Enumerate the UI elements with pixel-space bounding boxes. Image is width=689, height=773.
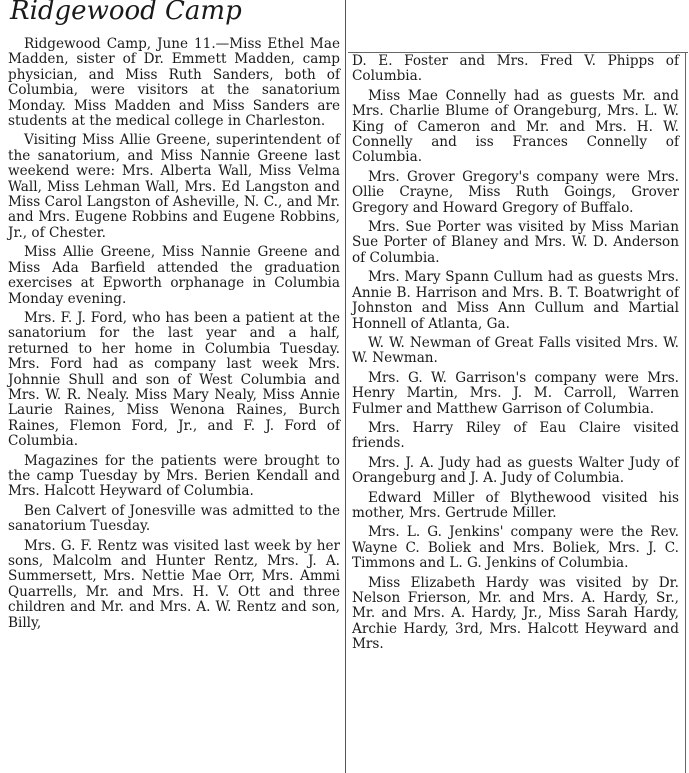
paragraph: Visiting Miss Allie Greene, superintendent of the sanatorium, and Miss Nannie Greene last weekend were: Mrs. Alberta Wall, Miss Velma Wall, Miss Lehman Wall, Mrs. Ed Langston and Miss Carol Langston of Asheville, N. C., and Mr. and Mrs. Eugene Robbins and Eugene Robbins, Jr., of Chester. — [8, 132, 340, 241]
paragraph: Mrs. F. J. Ford, who has been a patient at the sanatorium for the last year and a half, returned to her home in Columbia Tuesday. Mrs. Ford had as company last week Mrs. Johnnie Shull and son of West Columbia and Mrs. W. R. Nealy. Miss Mary Nealy, Miss Annie Laurie Raines, Miss Wenona Raines, Burch Raines, Flemon Ford, Jr., and F. J. Ford of Columbia. — [8, 309, 340, 450]
paragraph: Mrs. G. F. Rentz was visited last week by her sons, Malcolm and Hunter Rentz, Mrs. J. A. Summersett, Mrs. Nettie Mae Orr, Mrs. Ammi Quarrells, Mr. and Mrs. H. V. Ott and three children and Mr. and Mrs. A. W. Rentz and son, Billy, — [8, 537, 340, 631]
paragraph: Miss Mae Connelly had as guests Mr. and Mrs. Charlie Blume of Orangeburg, Mrs. L. W. King of Cameron and Mr. and Mrs. H. W. Connelly and iss Frances Connelly of Columbia. — [352, 87, 679, 166]
paragraph: Ridgewood Camp, June 11.—Miss Ethel Mae Madden, sister of Dr. Emmett Madden, camp physician, and Miss Ruth Sanders, both of Columbia, were visitors at the sanatorium Monday. Miss Madden and Miss Sanders are students at the medical college in Charleston. — [8, 36, 340, 130]
paragraph: Miss Elizabeth Hardy was visited by Dr. Nelson Frierson, Mr. and Mrs. A. Hardy, Sr., Mr. and Mrs. A. Hardy, Jr., Miss Sarah Hardy, Archie Hardy, 3rd, Mrs. Halcott Heyward and Mrs. — [352, 574, 679, 653]
paragraph: Mrs. Harry Riley of Eau Claire visited friends. — [352, 419, 679, 452]
paragraph: Edward Miller of Blythewood visited his mother, Mrs. Gertrude Miller. — [352, 489, 679, 521]
left-column — [8, 37, 340, 635]
article-headline: Ridgewood Camp — [10, 0, 242, 26]
paragraph: Miss Allie Greene, Miss Nannie Greene and Miss Ada Barfield attended the graduation exercises at Epworth orphanage in Columbia Monday evening. — [8, 244, 340, 307]
paragraph: Mrs. J. A. Judy had as guests Walter Judy of Orangeburg and J. A. Judy of Columbia. — [352, 454, 679, 487]
paragraph: Mrs. L. G. Jenkins' company were the Rev. Wayne C. Boliek and Mrs. Boliek, Mrs. J. C. Timmons and L. G. Jenkins of Columbia. — [352, 524, 679, 572]
right-column-edge-rule — [685, 52, 686, 773]
paragraph: Mrs. Sue Porter was visited by Miss Marian Sue Porter of Blaney and Mrs. W. D. Anderson of Columbia. — [352, 219, 679, 266]
paragraph: W. W. Newman of Great Falls visited Mrs. W. W. Newman. — [352, 334, 679, 367]
paragraph: Ben Calvert of Jonesville was admitted to the sanatorium Tuesday. — [8, 502, 340, 535]
paragraph: Mrs. Grover Gregory's company were Mrs. Ollie Crayne, Miss Ruth Goings, Grover Gregory and Howard Gregory of Buffalo. — [352, 168, 679, 216]
paragraph: D. E. Foster and Mrs. Fred V. Phipps of Columbia. — [352, 53, 679, 85]
paragraph: Magazines for the patients were brought to the camp Tuesday by Mrs. Berien Kendall and Mrs. Halcott Heyward of Columbia. — [8, 452, 340, 500]
paragraph: Mrs. G. W. Garrison's company were Mrs. Henry Martin, Mrs. J. M. Carroll, Warren Fulmer and Matthew Garrison of Columbia. — [352, 369, 679, 417]
paragraph: Mrs. Mary Spann Cullum had as guests Mrs. Annie B. Harrison and Mrs. B. T. Boatwright of Johnston and Miss Ann Cullum and Martial Honnell of Atlanta, Ga. — [352, 269, 679, 332]
column-divider — [345, 0, 346, 773]
right-column — [352, 54, 679, 657]
